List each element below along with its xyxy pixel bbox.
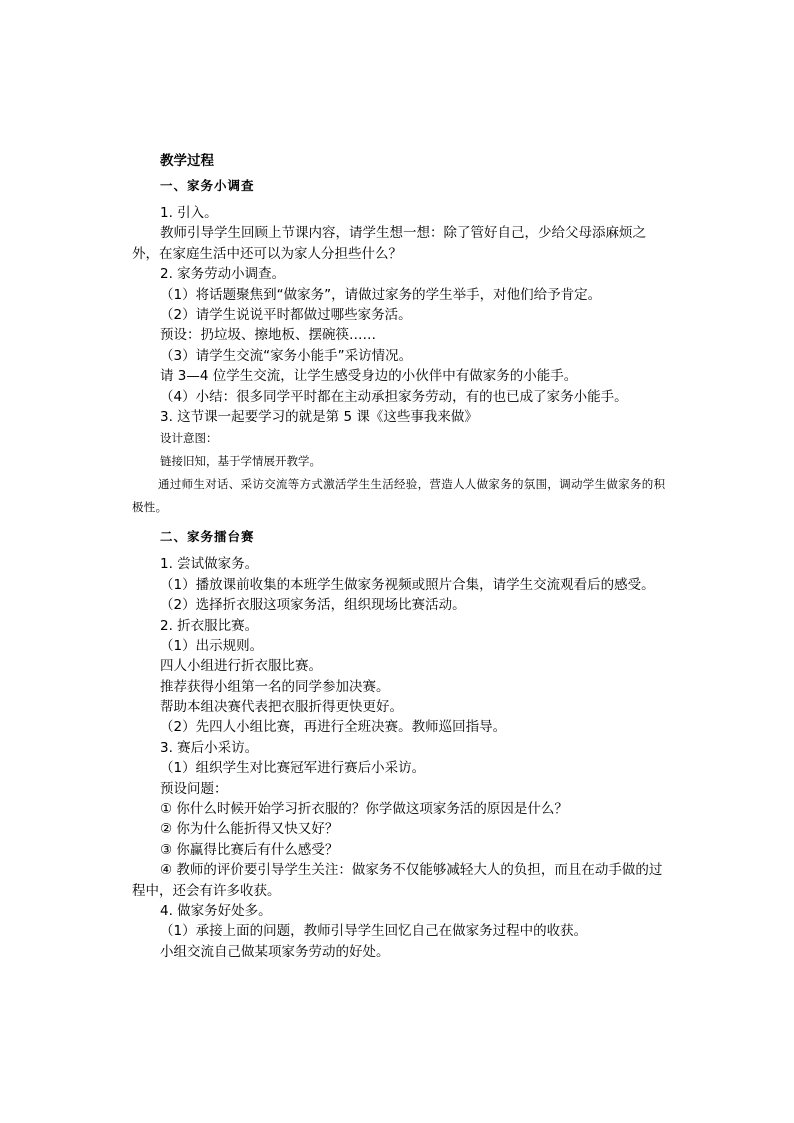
paragraph: ② 你为什么能折得又快又好？ (160, 821, 339, 838)
paragraph: 2. 家务劳动小调查。 (160, 266, 286, 283)
paragraph: 帮助本组决赛代表把衣服折得更快更好。 (160, 699, 403, 716)
paragraph: （1）组织学生对比赛冠军进行赛后小采访。 (160, 760, 426, 777)
paragraph: 教师引导学生回顾上节课内容，请学生想一想：除了管好自己，少给父母添麻烦之外，在家庭生活中还可以为家人分担些什么？ (132, 225, 646, 262)
paragraph: 1. 引入。 (160, 205, 218, 221)
paragraph: 3. 这节课一起要学习的就是第 5 课《这些事我来做》 (160, 408, 478, 425)
paragraph: （2）选择折衣服这项家务活，组织现场比赛活动。 (160, 597, 466, 614)
paragraph: （3）请学生交流“家务小能手”采访情况。 (160, 347, 413, 364)
paragraph: ① 你什么时候开始学习折衣服的？你学做这项家务活的原因是什么？ (160, 801, 568, 818)
document-body (132, 151, 666, 962)
paragraph: ④ 教师的评价要引导学生关注：做家务不仅能够减轻大人的负担，而且在动手做的过程中，还会有许多收获。 (132, 862, 663, 899)
paragraph: （4）小结：很多同学平时都在主动承担家务劳动，有的也已成了家务小能手。 (160, 388, 628, 405)
paragraph: 四人小组进行折衣服比赛。 (160, 658, 322, 675)
paragraph: 小组交流自己做某项家务劳动的好处。 (160, 943, 390, 960)
paragraph: 预设问题： (160, 780, 228, 797)
design-intent-text: 通过师生对话、采访交流等方式激活学生生活经验，营造人人做家务的氛围，调动学生做家务的积极性。 (132, 477, 666, 515)
paragraph: 2. 折衣服比赛。 (160, 617, 259, 634)
paragraph: 预设：扔垃圾、擦地板、摆碗筷…… (160, 327, 376, 344)
paragraph: 4. 做家务好处多。 (160, 903, 272, 919)
design-intent-text: 链接旧知，基于学情展开教学。 (160, 454, 321, 469)
paragraph: ③ 你赢得比赛后有什么感受？ (160, 841, 339, 858)
section-heading-2: 二、家务擂台赛 (160, 529, 255, 545)
design-intent-label: 设计意图： (160, 431, 218, 446)
section-heading-1: 一、家务小调查 (160, 178, 255, 193)
paragraph: （1）承接上面的问题，教师引导学生回忆自己在做家务过程中的收获。 (160, 923, 588, 940)
paragraph: 推荐获得小组第一名的同学参加决赛。 (160, 678, 390, 695)
paragraph: （1）出示规则。 (160, 637, 264, 654)
paragraph: （1）将话题聚焦到“做家务”，请做过家务的学生举手，对他们给予肯定。 (160, 286, 602, 303)
paragraph: 3. 赛后小采访。 (160, 739, 259, 756)
paragraph: （1）播放课前收集的本班学生做家务视频或照片合集，请学生交流观看后的感受。 (160, 576, 655, 593)
page-title: 教学过程 (160, 153, 214, 169)
paragraph: （2）先四人小组比赛，再进行全班决赛。教师巡回指导。 (160, 719, 507, 736)
paragraph: （2）请学生说说平时都做过哪些家务活。 (160, 306, 412, 323)
paragraph: 请 3—4 位学生交流，让学生感受身边的小伙伴中有做家务的小能手。 (160, 368, 578, 385)
paragraph: 1. 尝试做家务。 (160, 556, 259, 573)
